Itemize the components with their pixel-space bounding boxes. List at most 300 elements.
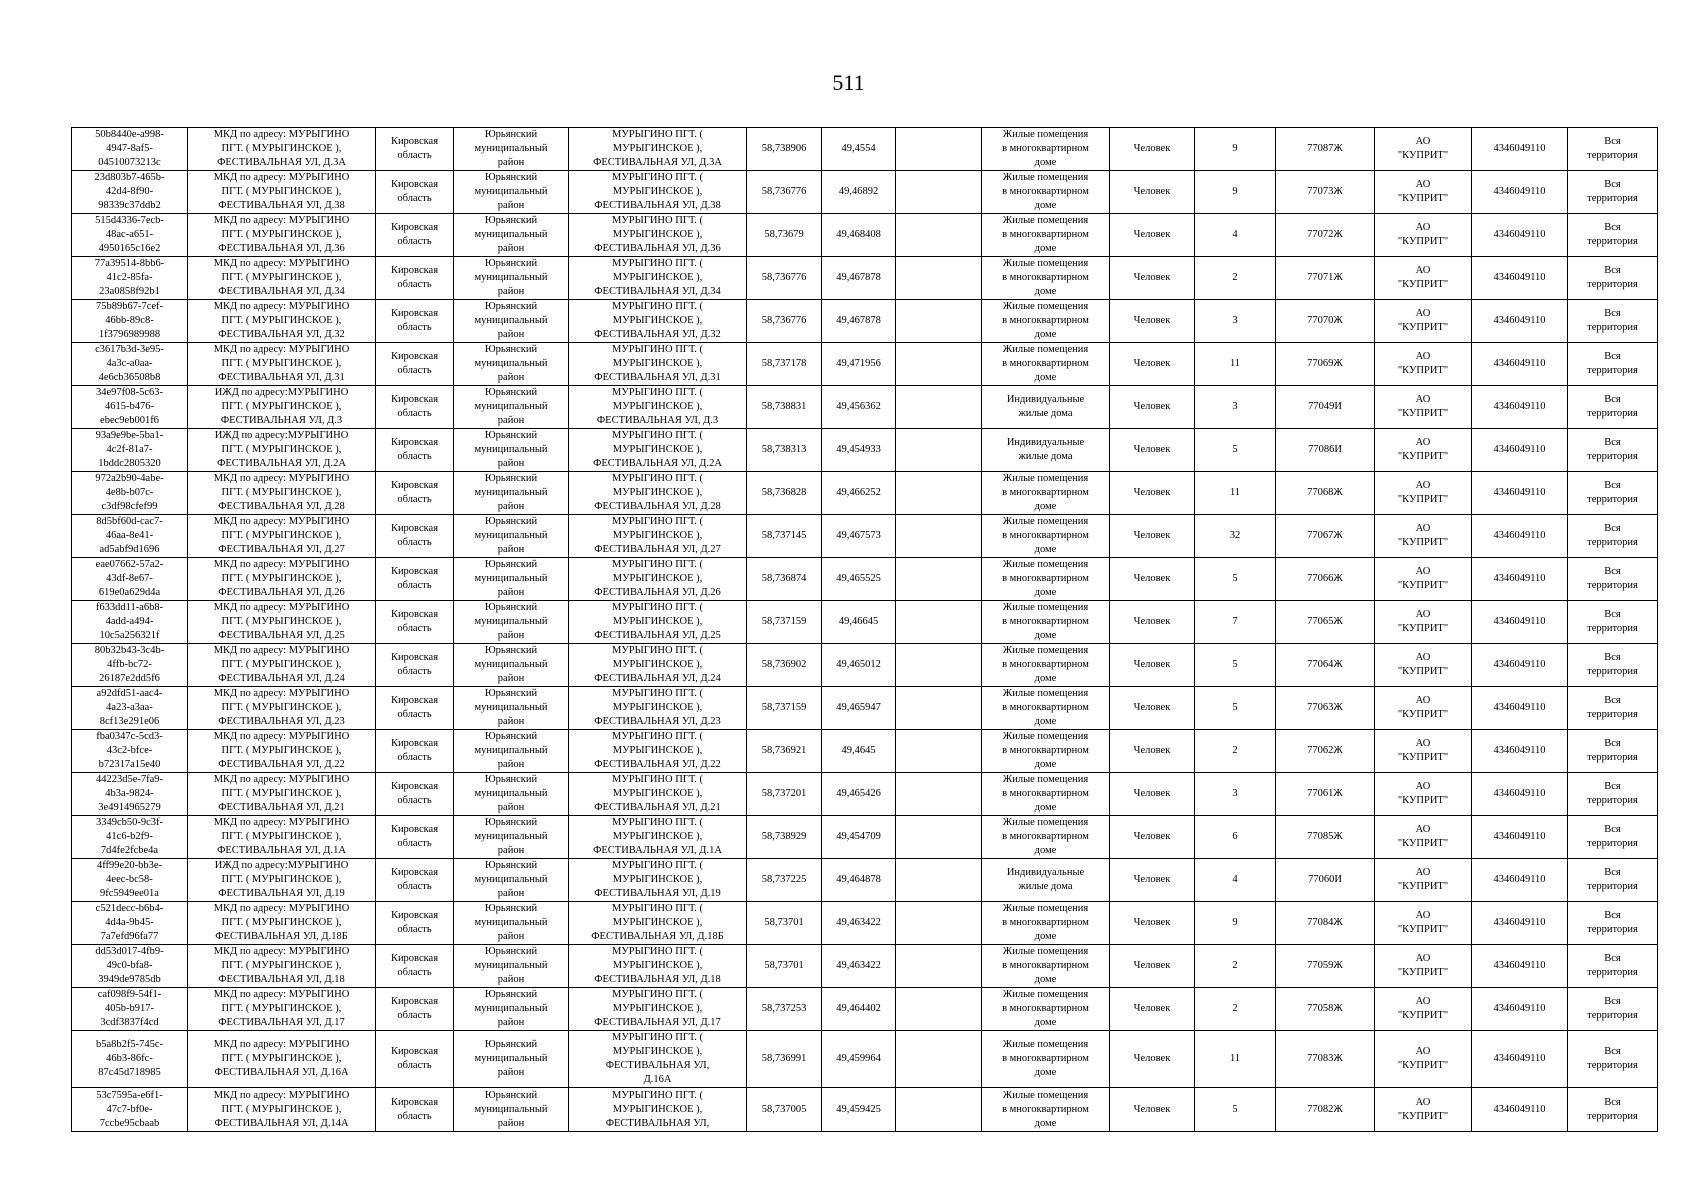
cell-code: 77049И bbox=[1276, 386, 1375, 429]
cell-id: 34e97f08-5c63- 4615-b476- ebec9eb001f6 bbox=[72, 386, 188, 429]
cell-region: Кировская область bbox=[376, 558, 454, 601]
cell-territory: Вся территория bbox=[1568, 988, 1658, 1031]
cell-category: Жилые помещения в многоквартирном доме bbox=[982, 343, 1110, 386]
cell-category: Жилые помещения в многоквартирном доме bbox=[982, 644, 1110, 687]
cell-unit: Человек bbox=[1110, 429, 1195, 472]
cell-operator: АО "КУПРИТ" bbox=[1375, 515, 1472, 558]
cell-district: Юрьянский муниципальный район bbox=[454, 558, 569, 601]
cell-category: Жилые помещения в многоквартирном доме bbox=[982, 1088, 1110, 1132]
cell-district: Юрьянский муниципальный район bbox=[454, 257, 569, 300]
cell-district: Юрьянский муниципальный район bbox=[454, 859, 569, 902]
cell-lon: 49,4554 bbox=[822, 128, 896, 171]
cell-inn: 4346049110 bbox=[1472, 128, 1568, 171]
cell-inn: 4346049110 bbox=[1472, 171, 1568, 214]
cell-unit: Человек bbox=[1110, 601, 1195, 644]
cell-unit: Человек bbox=[1110, 515, 1195, 558]
table-row bbox=[72, 429, 1658, 472]
table-row bbox=[72, 687, 1658, 730]
cell-lat: 58,737201 bbox=[747, 773, 822, 816]
cell-object: МКД по адресу: МУРЫГИНО ПГТ. ( МУРЫГИНСКОЕ ), ФЕСТИВАЛЬНАЯ УЛ, Д.23 bbox=[188, 687, 376, 730]
table-row bbox=[72, 601, 1658, 644]
cell-empty bbox=[896, 386, 982, 429]
cell-category: Жилые помещения в многоквартирном доме bbox=[982, 515, 1110, 558]
cell-operator: АО "КУПРИТ" bbox=[1375, 300, 1472, 343]
cell-territory: Вся территория bbox=[1568, 773, 1658, 816]
cell-empty bbox=[896, 343, 982, 386]
cell-object: МКД по адресу: МУРЫГИНО ПГТ. ( МУРЫГИНСКОЕ ), ФЕСТИВАЛЬНАЯ УЛ, Д.14А bbox=[188, 1088, 376, 1132]
cell-empty bbox=[896, 988, 982, 1031]
cell-empty bbox=[896, 515, 982, 558]
cell-lat: 58,736776 bbox=[747, 171, 822, 214]
cell-id: 4ff99e20-bb3e- 4eec-bc58- 9fc5949ee01a bbox=[72, 859, 188, 902]
cell-lon: 49,465426 bbox=[822, 773, 896, 816]
cell-empty bbox=[896, 472, 982, 515]
cell-quantity: 6 bbox=[1195, 816, 1276, 859]
cell-id: 8d5bf60d-cac7- 46aa-8e41- ad5abf9d1696 bbox=[72, 515, 188, 558]
cell-lon: 49,464878 bbox=[822, 859, 896, 902]
cell-district: Юрьянский муниципальный район bbox=[454, 601, 569, 644]
cell-district: Юрьянский муниципальный район bbox=[454, 773, 569, 816]
cell-quantity: 3 bbox=[1195, 773, 1276, 816]
cell-lon: 49,465012 bbox=[822, 644, 896, 687]
cell-lat: 58,736921 bbox=[747, 730, 822, 773]
cell-inn: 4346049110 bbox=[1472, 558, 1568, 601]
cell-district: Юрьянский муниципальный район bbox=[454, 429, 569, 472]
cell-empty bbox=[896, 816, 982, 859]
cell-object: МКД по адресу: МУРЫГИНО ПГТ. ( МУРЫГИНСКОЕ ), ФЕСТИВАЛЬНАЯ УЛ, Д.28 bbox=[188, 472, 376, 515]
cell-inn: 4346049110 bbox=[1472, 343, 1568, 386]
cell-unit: Человек bbox=[1110, 988, 1195, 1031]
cell-quantity: 5 bbox=[1195, 644, 1276, 687]
cell-category: Жилые помещения в многоквартирном доме bbox=[982, 472, 1110, 515]
cell-region: Кировская область bbox=[376, 988, 454, 1031]
cell-quantity: 11 bbox=[1195, 472, 1276, 515]
cell-lat: 58,736828 bbox=[747, 472, 822, 515]
cell-object: МКД по адресу: МУРЫГИНО ПГТ. ( МУРЫГИНСКОЕ ), ФЕСТИВАЛЬНАЯ УЛ, Д.34 bbox=[188, 257, 376, 300]
cell-unit: Человек bbox=[1110, 945, 1195, 988]
cell-lat: 58,73701 bbox=[747, 902, 822, 945]
cell-empty bbox=[896, 214, 982, 257]
cell-territory: Вся территория bbox=[1568, 816, 1658, 859]
cell-lon: 49,467878 bbox=[822, 257, 896, 300]
cell-code: 77084Ж bbox=[1276, 902, 1375, 945]
cell-operator: АО "КУПРИТ" bbox=[1375, 472, 1472, 515]
cell-empty bbox=[896, 601, 982, 644]
cell-unit: Человек bbox=[1110, 214, 1195, 257]
cell-empty bbox=[896, 644, 982, 687]
cell-inn: 4346049110 bbox=[1472, 257, 1568, 300]
table-row bbox=[72, 214, 1658, 257]
table-row bbox=[72, 558, 1658, 601]
cell-lat: 58,737145 bbox=[747, 515, 822, 558]
cell-lat: 58,737005 bbox=[747, 1088, 822, 1132]
cell-territory: Вся территория bbox=[1568, 128, 1658, 171]
cell-lon: 49,4645 bbox=[822, 730, 896, 773]
cell-id: 53c7595a-e6f1- 47c7-bf0e- 7ccbe95cbaab bbox=[72, 1088, 188, 1132]
cell-operator: АО "КУПРИТ" bbox=[1375, 558, 1472, 601]
cell-empty bbox=[896, 128, 982, 171]
cell-region: Кировская область bbox=[376, 257, 454, 300]
cell-code: 77082Ж bbox=[1276, 1088, 1375, 1132]
cell-category: Жилые помещения в многоквартирном доме bbox=[982, 300, 1110, 343]
cell-code: 77073Ж bbox=[1276, 171, 1375, 214]
cell-inn: 4346049110 bbox=[1472, 214, 1568, 257]
cell-lat: 58,738929 bbox=[747, 816, 822, 859]
cell-empty bbox=[896, 730, 982, 773]
cell-empty bbox=[896, 687, 982, 730]
table-body bbox=[72, 128, 1658, 1132]
cell-region: Кировская область bbox=[376, 644, 454, 687]
cell-category: Жилые помещения в многоквартирном доме bbox=[982, 171, 1110, 214]
cell-category: Жилые помещения в многоквартирном доме bbox=[982, 257, 1110, 300]
cell-operator: АО "КУПРИТ" bbox=[1375, 988, 1472, 1031]
table-row bbox=[72, 171, 1658, 214]
cell-category: Индивидуальные жилые дома bbox=[982, 386, 1110, 429]
cell-lon: 49,46645 bbox=[822, 601, 896, 644]
cell-address: МУРЫГИНО ПГТ. ( МУРЫГИНСКОЕ ), ФЕСТИВАЛЬНАЯ УЛ, Д.19 bbox=[569, 859, 747, 902]
cell-id: 75b89b67-7cef- 46bb-89c8- 1f3796989988 bbox=[72, 300, 188, 343]
cell-lon: 49,465947 bbox=[822, 687, 896, 730]
cell-unit: Человек bbox=[1110, 257, 1195, 300]
cell-lat: 58,737178 bbox=[747, 343, 822, 386]
cell-address: МУРЫГИНО ПГТ. ( МУРЫГИНСКОЕ ), ФЕСТИВАЛЬНАЯ УЛ, Д.2А bbox=[569, 429, 747, 472]
cell-district: Юрьянский муниципальный район bbox=[454, 988, 569, 1031]
cell-object: МКД по адресу: МУРЫГИНО ПГТ. ( МУРЫГИНСКОЕ ), ФЕСТИВАЛЬНАЯ УЛ, Д.17 bbox=[188, 988, 376, 1031]
cell-lat: 58,736902 bbox=[747, 644, 822, 687]
table-row bbox=[72, 730, 1658, 773]
cell-quantity: 3 bbox=[1195, 386, 1276, 429]
cell-code: 77058Ж bbox=[1276, 988, 1375, 1031]
cell-unit: Человек bbox=[1110, 343, 1195, 386]
cell-territory: Вся территория bbox=[1568, 1031, 1658, 1088]
cell-operator: АО "КУПРИТ" bbox=[1375, 128, 1472, 171]
cell-quantity: 9 bbox=[1195, 171, 1276, 214]
cell-territory: Вся территория bbox=[1568, 601, 1658, 644]
cell-unit: Человек bbox=[1110, 171, 1195, 214]
cell-lon: 49,454709 bbox=[822, 816, 896, 859]
cell-district: Юрьянский муниципальный район bbox=[454, 902, 569, 945]
cell-quantity: 4 bbox=[1195, 859, 1276, 902]
cell-inn: 4346049110 bbox=[1472, 472, 1568, 515]
table-row bbox=[72, 816, 1658, 859]
cell-category: Жилые помещения в многоквартирном доме bbox=[982, 687, 1110, 730]
table-row bbox=[72, 1088, 1658, 1132]
cell-object: МКД по адресу: МУРЫГИНО ПГТ. ( МУРЫГИНСКОЕ ), ФЕСТИВАЛЬНАЯ УЛ, Д.21 bbox=[188, 773, 376, 816]
cell-unit: Человек bbox=[1110, 902, 1195, 945]
cell-territory: Вся территория bbox=[1568, 902, 1658, 945]
cell-empty bbox=[896, 429, 982, 472]
cell-operator: АО "КУПРИТ" bbox=[1375, 171, 1472, 214]
cell-empty bbox=[896, 257, 982, 300]
cell-lat: 58,73701 bbox=[747, 945, 822, 988]
cell-empty bbox=[896, 558, 982, 601]
table-row bbox=[72, 300, 1658, 343]
cell-object: МКД по адресу: МУРЫГИНО ПГТ. ( МУРЫГИНСКОЕ ), ФЕСТИВАЛЬНАЯ УЛ, Д.38 bbox=[188, 171, 376, 214]
cell-district: Юрьянский муниципальный район bbox=[454, 386, 569, 429]
cell-operator: АО "КУПРИТ" bbox=[1375, 644, 1472, 687]
cell-inn: 4346049110 bbox=[1472, 601, 1568, 644]
cell-lon: 49,459425 bbox=[822, 1088, 896, 1132]
cell-unit: Человек bbox=[1110, 859, 1195, 902]
cell-id: 972a2b90-4abe- 4e8b-b07c- c3df98cfef99 bbox=[72, 472, 188, 515]
cell-id: 23d803b7-465b- 42d4-8f90- 98339c37ddb2 bbox=[72, 171, 188, 214]
cell-region: Кировская область bbox=[376, 902, 454, 945]
cell-code: 77063Ж bbox=[1276, 687, 1375, 730]
cell-lon: 49,459964 bbox=[822, 1031, 896, 1088]
cell-territory: Вся территория bbox=[1568, 386, 1658, 429]
cell-category: Жилые помещения в многоквартирном доме bbox=[982, 558, 1110, 601]
table-row bbox=[72, 1031, 1658, 1088]
cell-unit: Человек bbox=[1110, 730, 1195, 773]
cell-territory: Вся территория bbox=[1568, 257, 1658, 300]
cell-id: fba0347c-5cd3- 43c2-bfce- b72317a15e40 bbox=[72, 730, 188, 773]
cell-address: МУРЫГИНО ПГТ. ( МУРЫГИНСКОЕ ), ФЕСТИВАЛЬНАЯ УЛ, Д.17 bbox=[569, 988, 747, 1031]
cell-unit: Человек bbox=[1110, 1031, 1195, 1088]
cell-id: dd53d017-4fb9- 49c0-bfa8- 3949de9785db bbox=[72, 945, 188, 988]
cell-address: МУРЫГИНО ПГТ. ( МУРЫГИНСКОЕ ), ФЕСТИВАЛЬНАЯ УЛ, Д.24 bbox=[569, 644, 747, 687]
cell-category: Жилые помещения в многоквартирном доме bbox=[982, 773, 1110, 816]
cell-district: Юрьянский муниципальный район bbox=[454, 300, 569, 343]
cell-operator: АО "КУПРИТ" bbox=[1375, 601, 1472, 644]
cell-object: МКД по адресу: МУРЫГИНО ПГТ. ( МУРЫГИНСКОЕ ), ФЕСТИВАЛЬНАЯ УЛ, Д.3А bbox=[188, 128, 376, 171]
cell-address: МУРЫГИНО ПГТ. ( МУРЫГИНСКОЕ ), ФЕСТИВАЛЬНАЯ УЛ, Д.28 bbox=[569, 472, 747, 515]
cell-territory: Вся территория bbox=[1568, 515, 1658, 558]
cell-category: Жилые помещения в многоквартирном доме bbox=[982, 214, 1110, 257]
cell-unit: Человек bbox=[1110, 816, 1195, 859]
cell-lat: 58,738906 bbox=[747, 128, 822, 171]
cell-district: Юрьянский муниципальный район bbox=[454, 515, 569, 558]
cell-category: Жилые помещения в многоквартирном доме bbox=[982, 988, 1110, 1031]
cell-code: 77086И bbox=[1276, 429, 1375, 472]
cell-inn: 4346049110 bbox=[1472, 386, 1568, 429]
cell-id: 515d4336-7ecb- 48ac-a651- 4950165c16e2 bbox=[72, 214, 188, 257]
cell-address: МУРЫГИНО ПГТ. ( МУРЫГИНСКОЕ ), ФЕСТИВАЛЬНАЯ УЛ, Д.38 bbox=[569, 171, 747, 214]
table-row bbox=[72, 257, 1658, 300]
cell-category: Жилые помещения в многоквартирном доме bbox=[982, 816, 1110, 859]
cell-region: Кировская область bbox=[376, 386, 454, 429]
cell-district: Юрьянский муниципальный район bbox=[454, 128, 569, 171]
cell-territory: Вся территория bbox=[1568, 429, 1658, 472]
cell-district: Юрьянский муниципальный район bbox=[454, 343, 569, 386]
cell-region: Кировская область bbox=[376, 687, 454, 730]
cell-region: Кировская область bbox=[376, 1088, 454, 1132]
cell-territory: Вся территория bbox=[1568, 214, 1658, 257]
cell-object: МКД по адресу: МУРЫГИНО ПГТ. ( МУРЫГИНСКОЕ ), ФЕСТИВАЛЬНАЯ УЛ, Д.16А bbox=[188, 1031, 376, 1088]
cell-territory: Вся территория bbox=[1568, 171, 1658, 214]
cell-region: Кировская область bbox=[376, 816, 454, 859]
cell-district: Юрьянский муниципальный район bbox=[454, 1088, 569, 1132]
cell-district: Юрьянский муниципальный район bbox=[454, 945, 569, 988]
cell-address: МУРЫГИНО ПГТ. ( МУРЫГИНСКОЕ ), ФЕСТИВАЛЬНАЯ УЛ, Д.34 bbox=[569, 257, 747, 300]
cell-operator: АО "КУПРИТ" bbox=[1375, 343, 1472, 386]
cell-inn: 4346049110 bbox=[1472, 1031, 1568, 1088]
cell-object: МКД по адресу: МУРЫГИНО ПГТ. ( МУРЫГИНСКОЕ ), ФЕСТИВАЛЬНАЯ УЛ, Д.36 bbox=[188, 214, 376, 257]
cell-category: Жилые помещения в многоквартирном доме bbox=[982, 1031, 1110, 1088]
cell-inn: 4346049110 bbox=[1472, 300, 1568, 343]
cell-object: ИЖД по адресу:МУРЫГИНО ПГТ. ( МУРЫГИНСКОЕ ), ФЕСТИВАЛЬНАЯ УЛ, Д.19 bbox=[188, 859, 376, 902]
cell-quantity: 2 bbox=[1195, 988, 1276, 1031]
cell-quantity: 9 bbox=[1195, 902, 1276, 945]
cell-quantity: 5 bbox=[1195, 687, 1276, 730]
cell-territory: Вся территория bbox=[1568, 644, 1658, 687]
cell-quantity: 5 bbox=[1195, 429, 1276, 472]
cell-operator: АО "КУПРИТ" bbox=[1375, 386, 1472, 429]
cell-code: 77072Ж bbox=[1276, 214, 1375, 257]
cell-lon: 49,471956 bbox=[822, 343, 896, 386]
cell-code: 77071Ж bbox=[1276, 257, 1375, 300]
cell-operator: АО "КУПРИТ" bbox=[1375, 214, 1472, 257]
cell-region: Кировская область bbox=[376, 429, 454, 472]
cell-territory: Вся территория bbox=[1568, 730, 1658, 773]
cell-district: Юрьянский муниципальный район bbox=[454, 214, 569, 257]
cell-address: МУРЫГИНО ПГТ. ( МУРЫГИНСКОЕ ), ФЕСТИВАЛЬНАЯ УЛ, Д.25 bbox=[569, 601, 747, 644]
cell-code: 77083Ж bbox=[1276, 1031, 1375, 1088]
table-row bbox=[72, 386, 1658, 429]
cell-category: Жилые помещения в многоквартирном доме bbox=[982, 730, 1110, 773]
cell-unit: Человек bbox=[1110, 1088, 1195, 1132]
cell-unit: Человек bbox=[1110, 128, 1195, 171]
cell-empty bbox=[896, 300, 982, 343]
cell-address: МУРЫГИНО ПГТ. ( МУРЫГИНСКОЕ ), ФЕСТИВАЛЬНАЯ УЛ, Д.1А bbox=[569, 816, 747, 859]
cell-id: b5a8b2f5-745c- 46b3-86fc- 87c45d718985 bbox=[72, 1031, 188, 1088]
cell-category: Жилые помещения в многоквартирном доме bbox=[982, 945, 1110, 988]
cell-inn: 4346049110 bbox=[1472, 773, 1568, 816]
cell-code: 77059Ж bbox=[1276, 945, 1375, 988]
cell-empty bbox=[896, 1088, 982, 1132]
cell-code: 77066Ж bbox=[1276, 558, 1375, 601]
cell-id: 3349cb50-9c3f- 41c6-b2f9- 7d4fe2fcbe4a bbox=[72, 816, 188, 859]
cell-lon: 49,46892 bbox=[822, 171, 896, 214]
cell-quantity: 5 bbox=[1195, 558, 1276, 601]
cell-region: Кировская область bbox=[376, 343, 454, 386]
cell-object: МКД по адресу: МУРЫГИНО ПГТ. ( МУРЫГИНСКОЕ ), ФЕСТИВАЛЬНАЯ УЛ, Д.32 bbox=[188, 300, 376, 343]
cell-code: 77060И bbox=[1276, 859, 1375, 902]
cell-code: 77061Ж bbox=[1276, 773, 1375, 816]
cell-district: Юрьянский муниципальный район bbox=[454, 1031, 569, 1088]
cell-address: МУРЫГИНО ПГТ. ( МУРЫГИНСКОЕ ), ФЕСТИВАЛЬНАЯ УЛ, Д.32 bbox=[569, 300, 747, 343]
cell-territory: Вся территория bbox=[1568, 687, 1658, 730]
cell-id: 44223d5e-7fa9- 4b3a-9824- 3e4914965279 bbox=[72, 773, 188, 816]
cell-category: Индивидуальные жилые дома bbox=[982, 859, 1110, 902]
cell-quantity: 2 bbox=[1195, 730, 1276, 773]
cell-id: c521decc-b6b4- 4d4a-9b45- 7a7efd96fa77 bbox=[72, 902, 188, 945]
cell-lat: 58,736991 bbox=[747, 1031, 822, 1088]
cell-inn: 4346049110 bbox=[1472, 687, 1568, 730]
cell-id: caf098f9-54f1- 405b-b917- 3cdf3837f4cd bbox=[72, 988, 188, 1031]
cell-code: 77070Ж bbox=[1276, 300, 1375, 343]
cell-quantity: 11 bbox=[1195, 343, 1276, 386]
cell-category: Жилые помещения в многоквартирном доме bbox=[982, 128, 1110, 171]
cell-lat: 58,737253 bbox=[747, 988, 822, 1031]
cell-operator: АО "КУПРИТ" bbox=[1375, 1088, 1472, 1132]
cell-region: Кировская область bbox=[376, 601, 454, 644]
cell-category: Индивидуальные жилые дома bbox=[982, 429, 1110, 472]
cell-operator: АО "КУПРИТ" bbox=[1375, 687, 1472, 730]
cell-empty bbox=[896, 773, 982, 816]
cell-code: 77064Ж bbox=[1276, 644, 1375, 687]
cell-address: МУРЫГИНО ПГТ. ( МУРЫГИНСКОЕ ), ФЕСТИВАЛЬНАЯ УЛ, Д.23 bbox=[569, 687, 747, 730]
cell-address: МУРЫГИНО ПГТ. ( МУРЫГИНСКОЕ ), ФЕСТИВАЛЬНАЯ УЛ, Д.3 bbox=[569, 386, 747, 429]
cell-object: МКД по адресу: МУРЫГИНО ПГТ. ( МУРЫГИНСКОЕ ), ФЕСТИВАЛЬНАЯ УЛ, Д.18Б bbox=[188, 902, 376, 945]
cell-inn: 4346049110 bbox=[1472, 816, 1568, 859]
cell-address: МУРЫГИНО ПГТ. ( МУРЫГИНСКОЕ ), ФЕСТИВАЛЬНАЯ УЛ, Д.31 bbox=[569, 343, 747, 386]
cell-operator: АО "КУПРИТ" bbox=[1375, 816, 1472, 859]
cell-operator: АО "КУПРИТ" bbox=[1375, 945, 1472, 988]
cell-id: 93a9e9be-5ba1- 4c2f-81a7- 1bddc2805320 bbox=[72, 429, 188, 472]
cell-inn: 4346049110 bbox=[1472, 730, 1568, 773]
cell-district: Юрьянский муниципальный район bbox=[454, 472, 569, 515]
cell-region: Кировская область bbox=[376, 859, 454, 902]
cell-address: МУРЫГИНО ПГТ. ( МУРЫГИНСКОЕ ), ФЕСТИВАЛЬНАЯ УЛ, Д.36 bbox=[569, 214, 747, 257]
table-row bbox=[72, 472, 1658, 515]
cell-id: a92dfd51-aac4- 4a23-a3aa- 8cf13e291e06 bbox=[72, 687, 188, 730]
cell-district: Юрьянский муниципальный район bbox=[454, 816, 569, 859]
cell-address: МУРЫГИНО ПГТ. ( МУРЫГИНСКОЕ ), ФЕСТИВАЛЬНАЯ УЛ, Д.27 bbox=[569, 515, 747, 558]
cell-id: c3617b3d-3e95- 4a3c-a0aa- 4e6cb36508b8 bbox=[72, 343, 188, 386]
cell-operator: АО "КУПРИТ" bbox=[1375, 773, 1472, 816]
table-row bbox=[72, 773, 1658, 816]
cell-id: eae07662-57a2- 43df-8e67- 619e0a629d4a bbox=[72, 558, 188, 601]
cell-object: МКД по адресу: МУРЫГИНО ПГТ. ( МУРЫГИНСКОЕ ), ФЕСТИВАЛЬНАЯ УЛ, Д.22 bbox=[188, 730, 376, 773]
cell-lon: 49,463422 bbox=[822, 945, 896, 988]
cell-address: МУРЫГИНО ПГТ. ( МУРЫГИНСКОЕ ), ФЕСТИВАЛЬНАЯ УЛ, Д.21 bbox=[569, 773, 747, 816]
cell-code: 77062Ж bbox=[1276, 730, 1375, 773]
cell-quantity: 2 bbox=[1195, 257, 1276, 300]
table-row bbox=[72, 128, 1658, 171]
cell-lat: 58,737159 bbox=[747, 687, 822, 730]
cell-region: Кировская область bbox=[376, 472, 454, 515]
cell-lon: 49,467573 bbox=[822, 515, 896, 558]
cell-territory: Вся территория bbox=[1568, 343, 1658, 386]
cell-quantity: 11 bbox=[1195, 1031, 1276, 1088]
table-row bbox=[72, 515, 1658, 558]
cell-code: 77068Ж bbox=[1276, 472, 1375, 515]
cell-district: Юрьянский муниципальный район bbox=[454, 171, 569, 214]
cell-operator: АО "КУПРИТ" bbox=[1375, 1031, 1472, 1088]
cell-territory: Вся территория bbox=[1568, 859, 1658, 902]
cell-lat: 58,737159 bbox=[747, 601, 822, 644]
cell-lon: 49,454933 bbox=[822, 429, 896, 472]
registry-table bbox=[71, 127, 1658, 1132]
cell-inn: 4346049110 bbox=[1472, 1088, 1568, 1132]
cell-object: МКД по адресу: МУРЫГИНО ПГТ. ( МУРЫГИНСКОЕ ), ФЕСТИВАЛЬНАЯ УЛ, Д.31 bbox=[188, 343, 376, 386]
cell-region: Кировская область bbox=[376, 214, 454, 257]
cell-address: МУРЫГИНО ПГТ. ( МУРЫГИНСКОЕ ), ФЕСТИВАЛЬНАЯ УЛ, Д.18 bbox=[569, 945, 747, 988]
table-row bbox=[72, 988, 1658, 1031]
cell-lon: 49,465525 bbox=[822, 558, 896, 601]
cell-inn: 4346049110 bbox=[1472, 644, 1568, 687]
cell-id: f633dd11-a6b8- 4add-a494- 10c5a256321f bbox=[72, 601, 188, 644]
cell-inn: 4346049110 bbox=[1472, 988, 1568, 1031]
cell-inn: 4346049110 bbox=[1472, 515, 1568, 558]
cell-region: Кировская область bbox=[376, 300, 454, 343]
cell-unit: Человек bbox=[1110, 644, 1195, 687]
cell-district: Юрьянский муниципальный район bbox=[454, 644, 569, 687]
cell-territory: Вся территория bbox=[1568, 472, 1658, 515]
cell-unit: Человек bbox=[1110, 386, 1195, 429]
cell-address: МУРЫГИНО ПГТ. ( МУРЫГИНСКОЕ ), ФЕСТИВАЛЬНАЯ УЛ, Д.26 bbox=[569, 558, 747, 601]
cell-inn: 4346049110 bbox=[1472, 859, 1568, 902]
cell-unit: Человек bbox=[1110, 687, 1195, 730]
table-row bbox=[72, 343, 1658, 386]
cell-region: Кировская область bbox=[376, 171, 454, 214]
cell-lat: 58,736874 bbox=[747, 558, 822, 601]
cell-territory: Вся территория bbox=[1568, 558, 1658, 601]
cell-empty bbox=[896, 945, 982, 988]
cell-lat: 58,737225 bbox=[747, 859, 822, 902]
cell-region: Кировская область bbox=[376, 515, 454, 558]
cell-unit: Человек bbox=[1110, 472, 1195, 515]
